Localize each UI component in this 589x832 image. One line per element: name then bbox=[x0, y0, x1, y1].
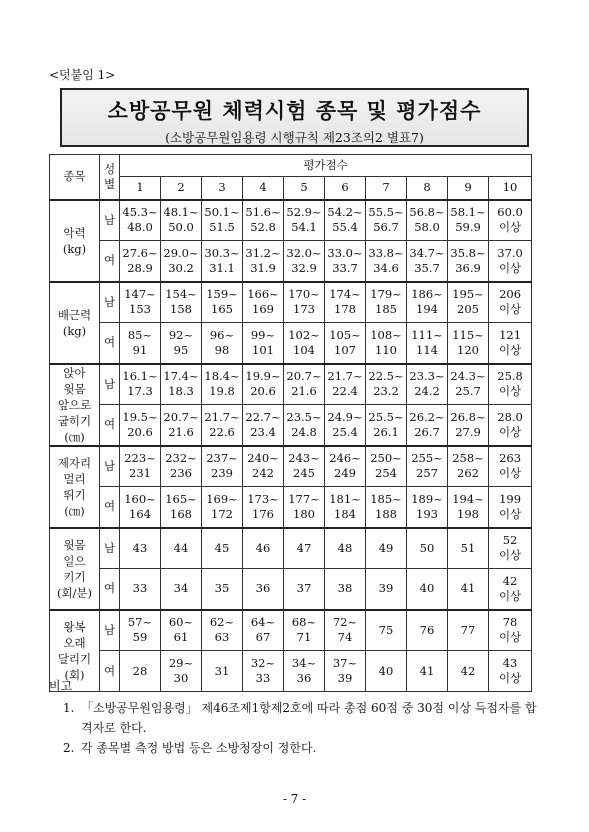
score-cell: 177~ 180 bbox=[284, 487, 325, 528]
score-cell: 20.7~ 21.6 bbox=[161, 405, 202, 446]
score-cell: 159~ 165 bbox=[202, 282, 243, 323]
score-cell: 179~ 185 bbox=[366, 282, 407, 323]
score-cell: 111~ 114 bbox=[407, 323, 448, 364]
score-cell: 75 bbox=[366, 610, 407, 651]
score-cell: 35 bbox=[202, 569, 243, 610]
score-cell: 46 bbox=[243, 528, 284, 569]
score-cell: 147~ 153 bbox=[120, 282, 161, 323]
score-cell: 45.3~ 48.0 bbox=[120, 200, 161, 241]
score-cell: 33.8~ 34.6 bbox=[366, 241, 407, 282]
score-cell: 31 bbox=[202, 651, 243, 692]
score-cell: 31.2~ 31.9 bbox=[243, 241, 284, 282]
event-name: 제자리 멀리 뛰기 (㎝) bbox=[50, 446, 100, 528]
event-name: 악력 (kg) bbox=[50, 200, 100, 282]
score-point-header: 6 bbox=[325, 177, 366, 200]
score-point-header: 10 bbox=[489, 177, 532, 200]
score-cell: 99~ 101 bbox=[243, 323, 284, 364]
score-cell: 24.9~ 25.4 bbox=[325, 405, 366, 446]
gender-cell: 남 bbox=[100, 610, 120, 651]
score-cell: 160~ 164 bbox=[120, 487, 161, 528]
score-cell: 37.0 이상 bbox=[489, 241, 532, 282]
score-cell: 68~ 71 bbox=[284, 610, 325, 651]
score-cell: 18.4~ 19.8 bbox=[202, 364, 243, 405]
score-cell: 174~ 178 bbox=[325, 282, 366, 323]
score-cell: 60.0 이상 bbox=[489, 200, 532, 241]
score-cell: 25.8 이상 bbox=[489, 364, 532, 405]
score-cell: 243~ 245 bbox=[284, 446, 325, 487]
score-cell: 166~ 169 bbox=[243, 282, 284, 323]
score-cell: 36 bbox=[243, 569, 284, 610]
score-cell: 20.7~ 21.6 bbox=[284, 364, 325, 405]
score-cell: 27.6~ 28.9 bbox=[120, 241, 161, 282]
score-cell: 108~ 110 bbox=[366, 323, 407, 364]
score-cell: 17.4~ 18.3 bbox=[161, 364, 202, 405]
score-cell: 105~ 107 bbox=[325, 323, 366, 364]
score-cell: 34.7~ 35.7 bbox=[407, 241, 448, 282]
score-cell: 64~ 67 bbox=[243, 610, 284, 651]
score-cell: 24.3~ 25.7 bbox=[448, 364, 489, 405]
score-cell: 77 bbox=[448, 610, 489, 651]
score-cell: 22.7~ 23.4 bbox=[243, 405, 284, 446]
gender-cell: 여 bbox=[100, 487, 120, 528]
score-cell: 102~ 104 bbox=[284, 323, 325, 364]
score-point-header: 4 bbox=[243, 177, 284, 200]
note-item bbox=[49, 698, 539, 738]
score-cell: 52.9~ 54.1 bbox=[284, 200, 325, 241]
table-row bbox=[50, 446, 532, 487]
table-row bbox=[50, 200, 532, 241]
score-cell: 26.2~ 26.7 bbox=[407, 405, 448, 446]
score-cell: 199 이상 bbox=[489, 487, 532, 528]
score-cell: 21.7~ 22.4 bbox=[325, 364, 366, 405]
score-cell: 47 bbox=[284, 528, 325, 569]
score-point-header: 8 bbox=[407, 177, 448, 200]
score-cell: 96~ 98 bbox=[202, 323, 243, 364]
gender-cell: 여 bbox=[100, 569, 120, 610]
score-cell: 37~ 39 bbox=[325, 651, 366, 692]
score-cell: 35.8~ 36.9 bbox=[448, 241, 489, 282]
note-text: 각 종목별 측정 방법 등은 소방청장이 정한다. bbox=[81, 741, 317, 755]
score-cell: 32~ 33 bbox=[243, 651, 284, 692]
table-row bbox=[50, 528, 532, 569]
event-name: 배근력 (kg) bbox=[50, 282, 100, 364]
score-cell: 23.3~ 24.2 bbox=[407, 364, 448, 405]
gender-cell: 남 bbox=[100, 364, 120, 405]
table-row bbox=[50, 282, 532, 323]
score-header: 평가점수 bbox=[120, 155, 532, 177]
score-point-header: 9 bbox=[448, 177, 489, 200]
note-number: 2. bbox=[63, 741, 75, 755]
score-cell: 29~ 30 bbox=[161, 651, 202, 692]
score-cell: 57~ 59 bbox=[120, 610, 161, 651]
score-cell: 37 bbox=[284, 569, 325, 610]
score-point-header: 5 bbox=[284, 177, 325, 200]
score-cell: 51 bbox=[448, 528, 489, 569]
score-cell: 223~ 231 bbox=[120, 446, 161, 487]
score-cell: 30.3~ 31.1 bbox=[202, 241, 243, 282]
score-cell: 19.9~ 20.6 bbox=[243, 364, 284, 405]
score-cell: 194~ 198 bbox=[448, 487, 489, 528]
score-cell: 26.8~ 27.9 bbox=[448, 405, 489, 446]
score-cell: 19.5~ 20.6 bbox=[120, 405, 161, 446]
score-cell: 72~ 74 bbox=[325, 610, 366, 651]
score-cell: 240~ 242 bbox=[243, 446, 284, 487]
table-row bbox=[50, 610, 532, 651]
score-cell: 41 bbox=[407, 651, 448, 692]
gender-cell: 여 bbox=[100, 323, 120, 364]
event-name: 앉아 윗몸 앞으로 굽히기 (㎝) bbox=[50, 364, 100, 446]
score-cell: 121 이상 bbox=[489, 323, 532, 364]
score-cell: 21.7~ 22.6 bbox=[202, 405, 243, 446]
gender-cell: 여 bbox=[100, 241, 120, 282]
score-cell: 154~ 158 bbox=[161, 282, 202, 323]
table-row bbox=[50, 241, 532, 282]
score-cell: 169~ 172 bbox=[202, 487, 243, 528]
score-point-header: 2 bbox=[161, 177, 202, 200]
score-point-header: 1 bbox=[120, 177, 161, 200]
score-cell: 34 bbox=[161, 569, 202, 610]
score-cell: 42 bbox=[448, 651, 489, 692]
score-cell: 25.5~ 26.1 bbox=[366, 405, 407, 446]
score-cell: 92~ 95 bbox=[161, 323, 202, 364]
table-row bbox=[50, 323, 532, 364]
score-point-header: 3 bbox=[202, 177, 243, 200]
score-cell: 255~ 257 bbox=[407, 446, 448, 487]
notes-heading: 비고 bbox=[49, 679, 73, 693]
score-table bbox=[49, 154, 532, 692]
score-cell: 16.1~ 17.3 bbox=[120, 364, 161, 405]
score-cell: 22.5~ 23.2 bbox=[366, 364, 407, 405]
score-cell: 52 이상 bbox=[489, 528, 532, 569]
score-cell: 40 bbox=[407, 569, 448, 610]
score-point-header: 7 bbox=[366, 177, 407, 200]
score-cell: 29.0~ 30.2 bbox=[161, 241, 202, 282]
score-cell: 55.5~ 56.7 bbox=[366, 200, 407, 241]
event-name: 윗몸 일으 키기 (회/분) bbox=[50, 528, 100, 610]
page-title: 소방공무원 체력시험 종목 및 평가점수 bbox=[107, 99, 482, 123]
title-box bbox=[60, 88, 529, 147]
score-cell: 186~ 194 bbox=[407, 282, 448, 323]
page-subtitle: (소방공무원임용령 시행규칙 제23조의2 별표7) bbox=[165, 130, 424, 145]
gender-cell: 여 bbox=[100, 651, 120, 692]
score-cell: 34~ 36 bbox=[284, 651, 325, 692]
score-cell: 206 이상 bbox=[489, 282, 532, 323]
score-cell: 42 이상 bbox=[489, 569, 532, 610]
note-text: 「소방공무원임용령」 제46조제1항제2호에 따라 총점 60점 중 30점 이상 득점자를 합격자로 한다. bbox=[81, 701, 537, 735]
table-row bbox=[50, 569, 532, 610]
attachment-label: <덧붙임 1> bbox=[49, 68, 116, 82]
score-cell: 48.1~ 50.0 bbox=[161, 200, 202, 241]
gender-cell: 여 bbox=[100, 405, 120, 446]
score-cell: 237~ 239 bbox=[202, 446, 243, 487]
note-number: 1. bbox=[63, 701, 75, 715]
score-cell: 170~ 173 bbox=[284, 282, 325, 323]
score-cell: 33 bbox=[120, 569, 161, 610]
score-cell: 62~ 63 bbox=[202, 610, 243, 651]
score-cell: 54.2~ 55.4 bbox=[325, 200, 366, 241]
score-cell: 250~ 254 bbox=[366, 446, 407, 487]
score-cell: 85~ 91 bbox=[120, 323, 161, 364]
gender-cell: 남 bbox=[100, 200, 120, 241]
gender-header: 성 별 bbox=[100, 155, 120, 200]
score-cell: 263 이상 bbox=[489, 446, 532, 487]
score-cell: 189~ 193 bbox=[407, 487, 448, 528]
gender-cell: 남 bbox=[100, 446, 120, 487]
score-cell: 58.1~ 59.9 bbox=[448, 200, 489, 241]
score-cell: 32.0~ 32.9 bbox=[284, 241, 325, 282]
score-cell: 28.0 이상 bbox=[489, 405, 532, 446]
event-name: 왕복 오래 달리기 (회) bbox=[50, 610, 100, 692]
score-cell: 28 bbox=[120, 651, 161, 692]
score-cell: 40 bbox=[366, 651, 407, 692]
notes bbox=[49, 676, 539, 758]
score-cell: 45 bbox=[202, 528, 243, 569]
score-cell: 232~ 236 bbox=[161, 446, 202, 487]
score-cell: 50 bbox=[407, 528, 448, 569]
page-number: - 7 - bbox=[282, 792, 307, 806]
score-cell: 76 bbox=[407, 610, 448, 651]
score-cell: 60~ 61 bbox=[161, 610, 202, 651]
score-cell: 43 bbox=[120, 528, 161, 569]
score-cell: 51.6~ 52.8 bbox=[243, 200, 284, 241]
score-cell: 165~ 168 bbox=[161, 487, 202, 528]
score-cell: 56.8~ 58.0 bbox=[407, 200, 448, 241]
score-cell: 33.0~ 33.7 bbox=[325, 241, 366, 282]
gender-cell: 남 bbox=[100, 528, 120, 569]
score-cell: 185~ 188 bbox=[366, 487, 407, 528]
score-cell: 39 bbox=[366, 569, 407, 610]
score-cell: 50.1~ 51.5 bbox=[202, 200, 243, 241]
score-cell: 181~ 184 bbox=[325, 487, 366, 528]
gender-cell: 남 bbox=[100, 282, 120, 323]
table-row bbox=[50, 487, 532, 528]
score-cell: 48 bbox=[325, 528, 366, 569]
score-cell: 195~ 205 bbox=[448, 282, 489, 323]
score-cell: 49 bbox=[366, 528, 407, 569]
table-row bbox=[50, 405, 532, 446]
score-cell: 258~ 262 bbox=[448, 446, 489, 487]
event-header: 종목 bbox=[50, 155, 100, 200]
score-cell: 41 bbox=[448, 569, 489, 610]
score-cell: 23.5~ 24.8 bbox=[284, 405, 325, 446]
score-cell: 78 이상 bbox=[489, 610, 532, 651]
table-row bbox=[50, 364, 532, 405]
score-cell: 115~ 120 bbox=[448, 323, 489, 364]
score-cell: 246~ 249 bbox=[325, 446, 366, 487]
score-cell: 44 bbox=[161, 528, 202, 569]
score-cell: 173~ 176 bbox=[243, 487, 284, 528]
score-cell: 38 bbox=[325, 569, 366, 610]
score-cell: 43 이상 bbox=[489, 651, 532, 692]
note-item bbox=[49, 738, 539, 758]
